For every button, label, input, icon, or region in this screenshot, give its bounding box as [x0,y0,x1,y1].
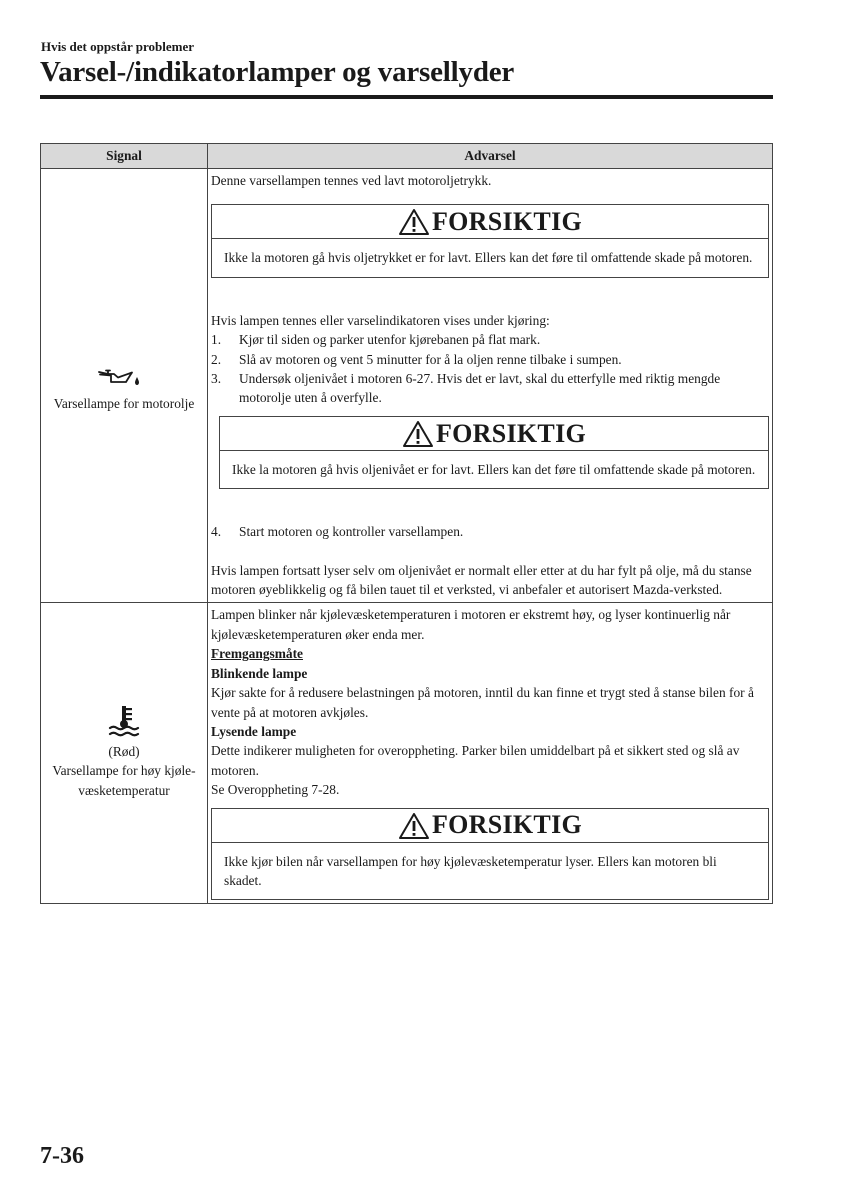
blinking-heading: Blinkende lampe [211,665,308,681]
step-number: 1. [211,332,222,348]
page-title: Varsel-/indikatorlamper og varsellyder [40,56,515,88]
warning-cell [208,603,773,904]
list-item [211,522,769,541]
list-item [211,369,769,408]
step-number: 4. [211,524,222,540]
signal-cell [41,169,208,603]
warning-triangle-icon [402,420,434,448]
caution-box [211,204,769,277]
warning-outro: Hvis lampen fortsatt lyser selv om oljenivået er normalt eller etter at du har fylt på olje, må du stanse motoren øyeblikkelig og få bilen tauet til et verksted, vi anbefaler et autorisert Mazda-verksted. [211,562,752,598]
caution-text: Ikke la motoren gå hvis oljenivået er for lavt. Ellers kan det føre til omfattende skade på motoren. [232,461,756,477]
step-number: 3. [211,371,222,387]
steps-intro: Hvis lampen tennes eller varselindikatoren vises under kjøring: [211,312,550,328]
caution-title: FORSIKTIG [431,207,583,237]
caution-title: FORSIKTIG [431,810,583,840]
caution-box [219,416,769,489]
signal-label: Varsellampe for motorolje [53,395,195,411]
signal-label: Varsellampe for høy kjøle- væsketemperatur [52,763,196,798]
oil-can-icon [41,366,207,393]
column-header-warning: Advarsel [208,144,773,169]
warning-table [40,143,773,904]
warning-triangle-icon [398,208,430,236]
warning-cell [208,169,773,603]
list-item [211,350,769,369]
step-text: Undersøk oljenivået i motoren 6-27. Hvis det er lavt, skal du etterfylle med riktig mengde motorolje uten å overfylle. [239,371,721,406]
coolant-temperature-icon [41,705,207,742]
list-item [211,330,769,349]
page-number: 7-36 [40,1143,84,1169]
steady-heading: Lysende lampe [211,723,297,739]
step-number: 2. [211,351,222,367]
caution-title: FORSIKTIG [435,418,587,448]
steady-text: Dette indikerer muligheten for overoppheting. Parker bilen umiddelbart på et sikkert sted og slå av motoren. [211,743,740,778]
table-header-row [41,144,773,169]
procedure-heading: Fremgangsmåte [211,646,303,662]
step-text: Start motoren og kontroller varsellampen. [239,524,464,540]
caution-header [220,417,768,451]
caution-text: Ikke la motoren gå hvis oljetrykket er for lavt. Ellers kan det føre til omfattende skade på motoren. [224,250,753,266]
warning-intro: Lampen blinker når kjølevæsketemperaturen i motoren er ekstremt høy, og lyser kontinuerlig når kjølevæsketemperaturen øker enda mer. [211,607,731,642]
see-reference: Se Overoppheting 7-28. [211,782,340,798]
section-label: Hvis det oppstår problemer [41,39,194,54]
title-rule [40,95,773,99]
caution-box [211,808,769,901]
caution-header [212,809,768,843]
table-row [41,169,773,603]
caution-header [212,205,768,239]
table-row [41,603,773,904]
step-text: Slå av motoren og vent 5 minutter for å la oljen renne tilbake i sumpen. [239,351,622,367]
signal-color: (Rød) [108,744,140,759]
column-header-signal: Signal [41,144,208,169]
warning-intro: Denne varsellampen tennes ved lavt motoroljetrykk. [211,173,492,188]
warning-triangle-icon [398,812,430,840]
step-text: Kjør til siden og parker utenfor kjørebanen på flat mark. [239,332,541,348]
caution-text: Ikke kjør bilen når varsellampen for høy kjølevæsketemperatur lyser. Ellers kan motoren bli skadet. [224,853,717,888]
signal-cell [41,603,208,904]
blinking-text: Kjør sakte for å redusere belastningen på motoren, inntil du kan finne et trygt sted å stanse bilen for å vente på at motoren avkjøles. [211,685,754,720]
